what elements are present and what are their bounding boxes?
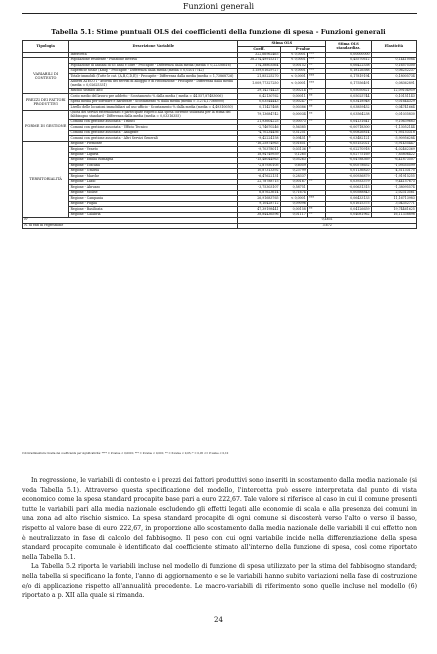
elasticity-cell: -4,02462369: [371, 147, 416, 152]
variable-description: Regione - Veneto: [69, 147, 238, 152]
variable-description: Regione - Marche: [69, 174, 238, 179]
elasticity-cell: -3,90956284: [371, 136, 416, 141]
table-row: [23, 79, 417, 88]
variable-description: Regione - Lazio: [69, 179, 238, 184]
table-footnote: Cdi Gradimentura: livella dei coefficients per significatività: **** = P-value < 0,0001; *** = P-value < 0,001; ** = P-value < 0,05; * = 0,05 <= P-value < 0,10: [22, 452, 229, 455]
r2-value: 0,4651: [238, 218, 417, 223]
header-pvalue: P-value: [280, 46, 326, 52]
coefficient-cell: 9,10428712: [238, 201, 280, 206]
coefficient-cell: 38,84436596: [238, 212, 280, 217]
pvalue-cell: 0,71674: [280, 190, 307, 195]
coefficient-cell: -4,70234456: [238, 130, 280, 135]
variable-description: Regione - Basilicata: [69, 207, 238, 212]
pvalue-cell: 0,1265: [280, 152, 307, 157]
variable-description: Regione - Piemonte: [69, 141, 238, 146]
body-text: [22, 476, 417, 601]
significance-cell: *: [307, 136, 325, 141]
variable-description: Regione - Abruzzo: [69, 185, 238, 190]
standardized-estimate-cell: -0,03482121: [326, 136, 371, 141]
standardized-estimate-cell: 0,17819194: [326, 74, 371, 79]
variable-description: Regione - Puglia: [69, 201, 238, 206]
significance-cell: ***: [307, 74, 325, 79]
coefficient-cell: -16,25874963: [238, 141, 280, 146]
elasticity-cell: 0,04741664: [371, 105, 416, 110]
pvalue-cell: 0,09451: [280, 136, 307, 141]
variable-description: Livello delle locazioni immobiliari ad uso ufficio - Scostamento % dalla media (media = 4,49310050): [69, 105, 238, 110]
variable-description: Regione - Liguria: [69, 152, 238, 157]
r2-label: R²: [23, 218, 238, 223]
coefficient-cell: 0,03544443: [238, 99, 280, 104]
standardized-estimate-cell: 0,17556491: [326, 79, 371, 88]
coefficient-cell: 29,14274423: [238, 88, 280, 93]
pvalue-cell: 0,00152: [280, 63, 307, 68]
ols-coefficients-table: [22, 40, 417, 229]
standardized-estimate-cell: -0,00631315: [326, 185, 371, 190]
n-value: 3.672: [238, 223, 417, 228]
pvalue-cell: 0,01651: [280, 141, 307, 146]
significance-cell: **: [307, 110, 325, 119]
standardized-estimate-cell: 0,01136820: [326, 169, 371, 174]
elasticity-cell: -1,95153318: [371, 130, 416, 135]
variable-description: Quota dei servizi esternalizzati e partecipate rispetto alla spesa corrente utilizzata per la stima del fabbisogno standard - Differenza dalla media (media = 0,03316355): [69, 110, 238, 119]
elasticity-cell: 0,08362891: [371, 79, 416, 88]
variable-description: Spesa media per software e hardware - Scostamento % dalla media (media = 3.274,17368000): [69, 99, 238, 104]
pvalue-cell: < 0,0001: [280, 68, 307, 73]
standardized-estimate-cell: -0,04788369: [326, 158, 371, 163]
table-row: [23, 110, 417, 119]
significance-cell: ***: [307, 196, 325, 201]
significance-cell: **: [307, 105, 325, 110]
variable-description: Popolazione di anziani di 65 anni e oltre - Procapite - Differenza dalla media (media = 0,22336616): [69, 63, 238, 68]
pvalue-cell: < 0,0001: [280, 74, 307, 79]
elasticity-cell: 0,06252237: [371, 68, 416, 73]
header-descrizione: Descrizione Variabile: [69, 41, 238, 53]
variable-description: Regione - Campania: [69, 196, 238, 201]
standardized-estimate-cell: 0,04126659: [326, 207, 371, 212]
significance-cell: *: [307, 158, 325, 163]
header-stima-ols: Stima OLS: [238, 41, 326, 47]
elasticity-cell: 12,09104959: [371, 88, 416, 93]
standardized-estimate-cell: 0,45570612: [326, 58, 371, 63]
elasticity-cell: 0,10151143: [371, 94, 416, 99]
significance-cell: **: [307, 88, 325, 93]
pvalue-cell: 0,00011: [280, 94, 307, 99]
coefficient-cell: 1.159,01629727: [238, 68, 280, 73]
variable-description: Regione - Emilia Romagna: [69, 158, 238, 163]
pvalue-cell: 0,00158: [280, 207, 307, 212]
coefficient-cell: 21,93604225: [238, 119, 280, 124]
coefficient-cell: 18,94749939: [238, 152, 280, 157]
coefficient-cell: 0,11427468: [238, 105, 280, 110]
significance-cell: *: [307, 147, 325, 152]
coefficient-cell: 10,87313392: [238, 169, 280, 174]
variable-description: Costo medio del lavoro per addetto - Scostamento % dalla media ( media = 44.557,87483006): [69, 94, 238, 99]
standardized-estimate-cell: 0,04131641: [326, 119, 371, 124]
pvalue-cell: < 0,0001: [280, 52, 307, 57]
elasticity-cell: 4,51133175: [371, 169, 416, 174]
elasticity-cell: 16,11338898: [371, 212, 416, 217]
pvalue-cell: < 0,0001: [280, 196, 307, 201]
standardized-estimate-cell: -0,00718300: [326, 125, 371, 130]
elasticity-cell: -1,91915255: [371, 174, 416, 179]
header-tipologia: Tipologia: [23, 41, 69, 53]
elasticity-cell: 0,01035830: [371, 110, 416, 119]
coefficient-cell: -15,48044963: [238, 158, 280, 163]
group-label: TERRITORIALITÀ: [23, 141, 69, 217]
group-label: FORME DI GESTIONE: [23, 110, 69, 141]
standardized-estimate-cell: 0,01615375: [326, 201, 371, 206]
standardized-estimate-cell: 0,04081962: [326, 212, 371, 217]
significance-cell: *: [307, 141, 325, 146]
standardized-estimate-cell: -0,00826814: [326, 130, 371, 135]
standardized-estimate-cell: 0,03564238: [326, 110, 371, 119]
elasticity-cell: 0,18005734: [371, 74, 416, 79]
header-stima-std: Stima OLS standardizz.: [326, 41, 371, 53]
elasticity-cell: 19,74461625: [371, 207, 416, 212]
coefficient-cell: -3,75303107: [238, 185, 280, 190]
coefficient-cell: -9,42224158: [238, 136, 280, 141]
pvalue-cell: < 0,0001: [280, 79, 307, 88]
pvalue-cell: 0,56385: [280, 125, 307, 130]
elasticity-cell: 7,85806422: [371, 152, 416, 157]
standardized-estimate-cell: -0,00936879: [326, 174, 371, 179]
significance-cell: **: [307, 207, 325, 212]
coefficient-cell: 47,39198441: [238, 207, 280, 212]
header-coeff: Coeff.: [238, 46, 280, 52]
table-caption: Tabella 5.1: Stime puntuali OLS dei coefficienti della funzione di spesa - Funzioni generali: [51, 28, 386, 36]
elasticity-cell: -1,13052144: [371, 125, 416, 130]
elasticity-cell: 11,16713983: [371, 196, 416, 201]
standardized-estimate-cell: 0,18126588: [326, 68, 371, 73]
standardized-estimate-cell: 0,06433133: [326, 196, 371, 201]
variable-description: Intercetta: [69, 52, 238, 57]
n-label: N. di enti in regressione: [23, 223, 238, 228]
elasticity-cell: 0,16575300: [371, 63, 416, 68]
variable-description: Regione - Calabria: [69, 212, 238, 217]
variable-description: Regione - Umbria: [69, 169, 238, 174]
group-label: VARIABILI DI CONTESTO: [23, 58, 69, 94]
coefficient-cell: -2,87930105: [238, 163, 280, 168]
variable-description: Rischio sismico alto: [69, 88, 238, 93]
variable-description: Totale immobili (Tutte le cat. (A,B,C,D,E)) - Procapite - Differenza dalla media (media = 1,73868726): [69, 74, 238, 79]
standardized-estimate-cell: -0,00578652: [326, 163, 371, 168]
pvalue-cell: 0,05263: [280, 158, 307, 163]
paragraph: La Tabella 5.2 riporta le variabili incluse nel modello di funzione di spesa utilizzato per la stima del fabbisogno standard; nella tabella si specificano la fonte, l'anno di aggiornamento e se le variabili hanno subito variazioni nella fase di costruzione e/o di applicazione rispetto all'annualità precedente. Le macro-variabili di riferimento sono quelle incluse nel modello (6) riportato a p. XII alla quale si rimanda.: [22, 563, 417, 600]
variable-description: Superficie totale (Kmq) - Procapite - Differenza dalla media (media = 0,02017742): [69, 68, 238, 73]
standardized-estimate-cell: 0,05050621: [326, 88, 371, 93]
pvalue-cell: 0,00034: [280, 110, 307, 119]
pvalue-cell: 0,00214: [280, 88, 307, 93]
coefficient-cell: 174,38803564: [238, 63, 280, 68]
elasticity-cell: 3,04352771: [371, 201, 416, 206]
variable-description: Comuni con gestione associata - Altri Servizi Generali: [69, 136, 238, 141]
significance-cell: **: [307, 94, 325, 99]
significance-cell: ***: [307, 58, 325, 63]
elasticity-cell: -1,38095574: [371, 185, 416, 190]
significance-cell: **: [307, 179, 325, 184]
elasticity-cell: -1,09355599: [371, 163, 416, 168]
paragraph: In regressione, le variabili di contesto e i prezzi dei fattori produttivi sono inseriti in scostamento dalla media nazionale (si veda Tabella 5.1). Attraverso questa specificazione del modello, l'intercetta può essere interpretata dal punto di vista economico come la spesa standard procapite base pari a euro 222,67. Tale valore si riferisce al caso in cui il comune presenti tutte le variabili pari alla media nazionale escludendo gli effetti legati alle economie di scala e alla presenza dei comuni in una zona ad alto rischio sismico. La spesa standard procapite di ogni comune si discosterà verso l'alto o verso il basso, rispetto al valore base di euro 222,67, in proporzione allo scostamento dalla media nazionale delle variabili il cui effetto non è neutralizzato in fase di calcolo del fabbisogno. Il peso con cui ogni variabile incide nella differenziazione della spesa standard procapite comunale è identificato dal coefficiente stimato all'interno della funzione di spesa, così come riportato nella Tabella 5.1.: [22, 477, 417, 561]
standardized-estimate-cell: 0,03418948: [326, 99, 371, 104]
significance-cell: **: [307, 119, 325, 124]
significance-cell: ***: [307, 68, 325, 73]
elasticity-cell: 2,02313561: [371, 190, 416, 195]
n-row: [23, 223, 417, 228]
significance-cell: ***: [307, 52, 325, 57]
elasticity-cell: -3,91455447: [371, 141, 416, 146]
standardized-estimate-cell: -0,05152021: [326, 141, 371, 146]
elasticity-cell: 0,01644329: [371, 99, 416, 104]
standardized-estimate-cell: 0,03933379: [326, 179, 371, 184]
pvalue-cell: 0,28337: [280, 174, 307, 179]
pvalue-cell: 0,00073: [280, 119, 307, 124]
elasticity-cell: 0,14410084: [371, 58, 416, 63]
variable-description: Comuni con gestione associata - Ufficio Tecnico: [69, 125, 238, 130]
page-number: 24: [214, 616, 223, 624]
coefficient-cell: -2,74670246: [238, 125, 280, 130]
coefficient-cell: 22,78788715: [238, 179, 280, 184]
variable-description: Comuni con gestione associata - Anagrafe: [69, 130, 238, 135]
standardized-estimate-cell: 0,00000000: [326, 52, 371, 57]
variable-description: Regione - Toscana: [69, 163, 238, 168]
standardized-estimate-cell: 0,06422538: [326, 63, 371, 68]
pvalue-cell: 0,23799: [280, 169, 307, 174]
table-header-row: [23, 41, 417, 47]
significance-cell: **: [307, 212, 325, 217]
standardized-estimate-cell: 0,02775169: [326, 152, 371, 157]
pvalue-cell: 0,00247: [280, 99, 307, 104]
group-label: PREZZI DEI FATTORI PRODUTTIVI: [23, 94, 69, 110]
pvalue-cell: 0,51251: [280, 130, 307, 135]
variable-description: Addetti ATECO I - attività dei servizi di alloggio e di ristorazione - Procapite - Differenza dalla media (media = 0,02625331): [69, 79, 238, 88]
significance-cell: ***: [307, 79, 325, 88]
coefficient-cell: 38.274,49915317: [238, 58, 280, 63]
pvalue-cell: 0,58751: [280, 185, 307, 190]
coefficient-cell: 322,66962465: [238, 52, 280, 57]
coefficient-cell: 6,87623614: [238, 190, 280, 195]
header-rule: [22, 13, 417, 14]
header-elasticita: Elasticità: [371, 41, 416, 53]
pvalue-cell: 0,01117: [280, 212, 307, 217]
coefficient-cell: 26,91683765: [238, 196, 280, 201]
table-body: [23, 52, 417, 217]
standardized-estimate-cell: 0,05025744: [326, 94, 371, 99]
variable-description: Regione - Molise: [69, 190, 238, 195]
elasticity-cell: 9,44157673: [371, 179, 416, 184]
coefficient-cell: 1.009,77327250: [238, 79, 280, 88]
coefficient-cell: 21,85225270: [238, 74, 280, 79]
pvalue-cell: 0,00167: [280, 179, 307, 184]
elasticity-cell: 9,10639683: [371, 119, 416, 124]
pvalue-cell: 0,09096: [280, 201, 307, 206]
elasticity-cell: -6,41873507: [371, 158, 416, 163]
running-head: Funzioni generali: [182, 2, 255, 11]
pvalue-cell: < 0,0001: [280, 58, 307, 63]
coefficient-cell: 79,13684742: [238, 110, 280, 119]
pvalue-cell: 0,6059: [280, 163, 307, 168]
coefficient-cell: 0,42130762: [238, 94, 280, 99]
coefficient-cell: -6,47622131: [238, 174, 280, 179]
variable-description: Comuni con gestione associata - Tributi: [69, 119, 238, 124]
standardized-estimate-cell: -0,02270918: [326, 147, 371, 152]
standardized-estimate-cell: 0,03859452: [326, 105, 371, 110]
coefficient-cell: -9,70378011: [238, 147, 280, 152]
variable-description: Popolazione residente - Funzione inversa: [69, 58, 238, 63]
significance-cell: **: [307, 63, 325, 68]
standardized-estimate-cell: 0,00588843: [326, 190, 371, 195]
significance-cell: **: [307, 99, 325, 104]
pvalue-cell: 0,03136: [280, 147, 307, 152]
pvalue-cell: 0,00386: [280, 105, 307, 110]
